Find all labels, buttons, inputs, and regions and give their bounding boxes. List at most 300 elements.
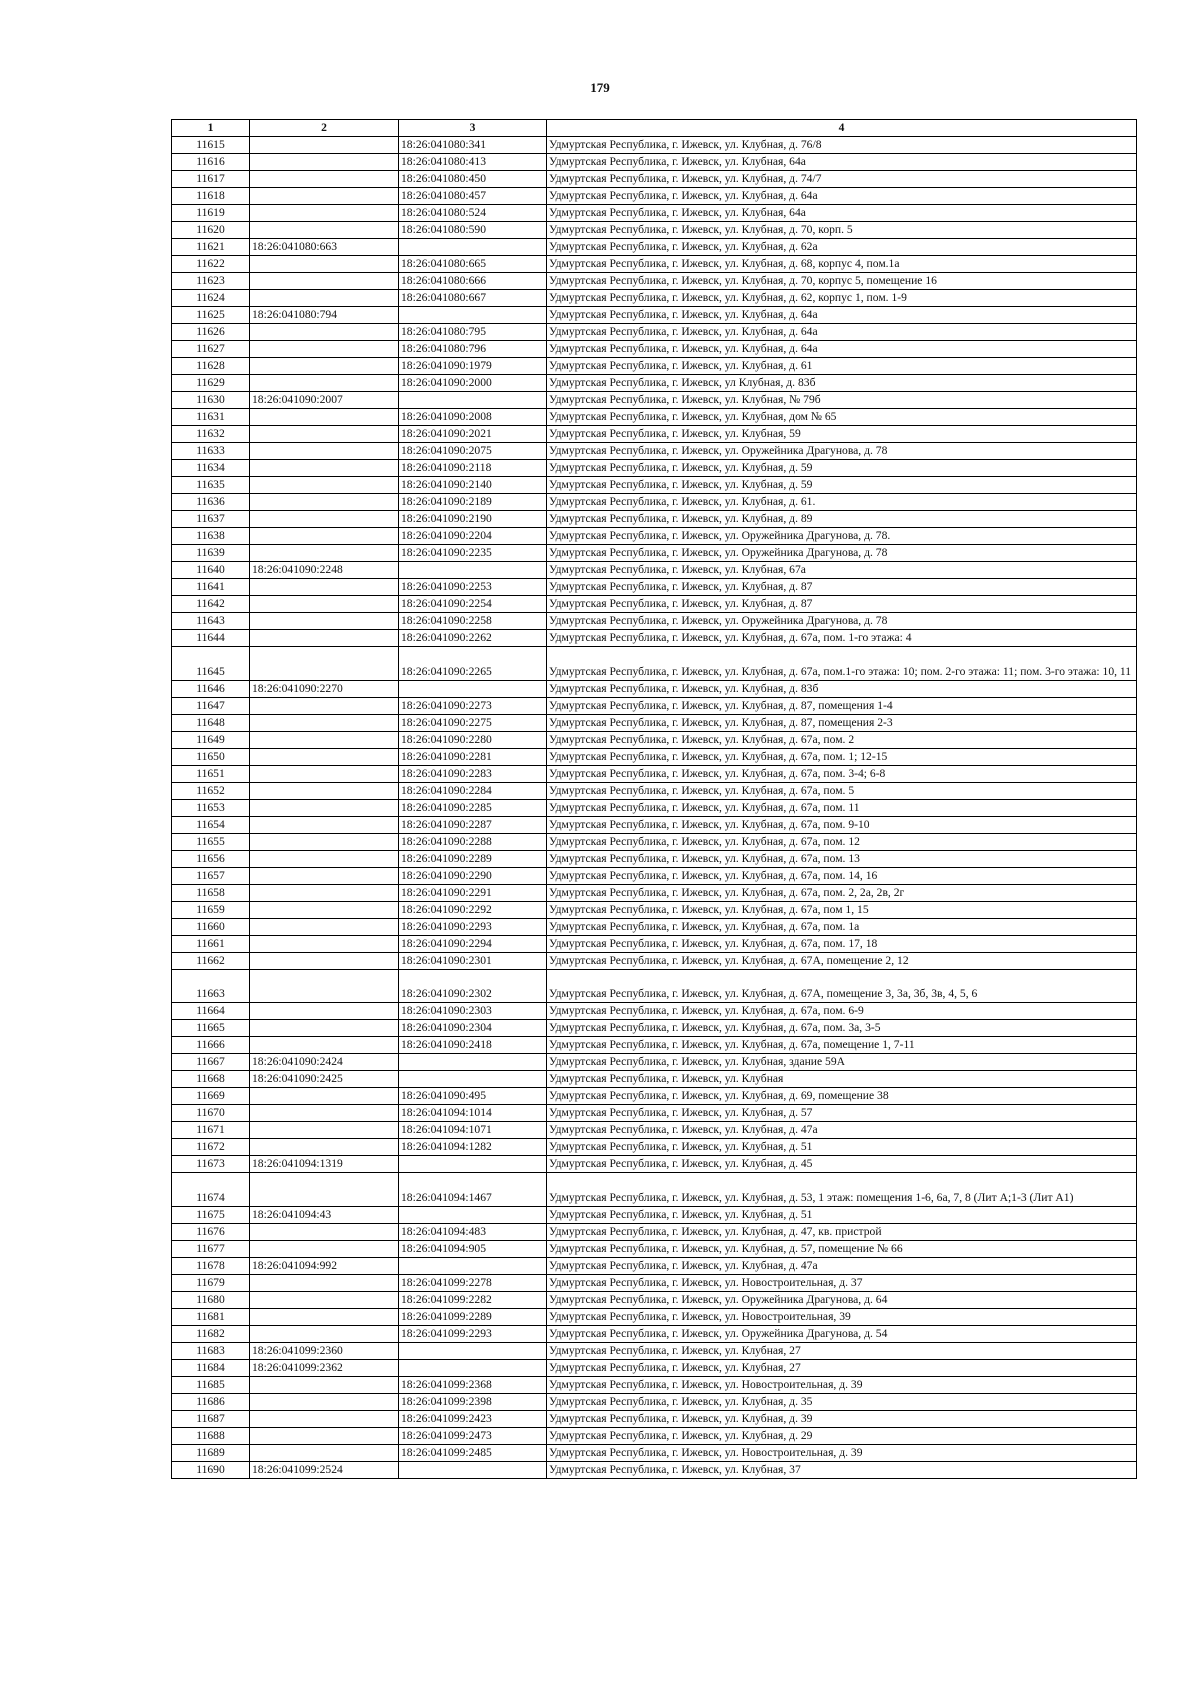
cadastral-number-premises: 18:26:041090:2275 [399,715,547,732]
table-row [172,732,1137,749]
cadastral-number-premises: 18:26:041099:2282 [399,1292,547,1309]
table-row [172,1088,1137,1105]
row-number: 11682 [172,1326,250,1343]
cadastral-number-building [250,936,399,953]
cadastral-number-premises: 18:26:041099:2293 [399,1326,547,1343]
cadastral-number-building [250,1394,399,1411]
address-cell: Удмуртская Республика, г. Ижевск, ул. Клубная, 64а [547,154,1137,171]
cadastral-number-building [250,1411,399,1428]
cadastral-number-building [250,1445,399,1462]
cadastral-number-premises [399,1360,547,1377]
cadastral-number-premises [399,1156,547,1173]
table-row [172,1020,1137,1037]
address-cell: Удмуртская Республика, г. Ижевск, ул. Клубная, д. 35 [547,1394,1137,1411]
table-row [172,834,1137,851]
address-cell: Удмуртская Республика, г. Ижевск, ул. Клубная, д. 67а, пом. 2, 2а, 2в, 2г [547,885,1137,902]
cadastral-number-premises: 18:26:041090:2285 [399,800,547,817]
address-cell: Удмуртская Республика, г. Ижевск, ул. Клубная, д. 51 [547,1139,1137,1156]
cadastral-number-building [250,715,399,732]
address-cell: Удмуртская Республика, г. Ижевск, ул. Клубная, д. 39 [547,1411,1137,1428]
cadastral-number-building [250,1003,399,1020]
cadastral-number-building [250,545,399,562]
cadastral-number-building [250,1326,399,1343]
address-cell: Удмуртская Республика, г. Ижевск, ул. Клубная, д. 67а, пом. 6-9 [547,1003,1137,1020]
cadastral-number-building [250,426,399,443]
table-row [172,1071,1137,1088]
table-row [172,494,1137,511]
cadastral-number-building: 18:26:041099:2362 [250,1360,399,1377]
address-cell: Удмуртская Республика, г. Ижевск, ул. Клубная, д. 67а, пом. 1-го этажа: 4 [547,630,1137,647]
row-number: 11677 [172,1241,250,1258]
address-cell: Удмуртская Республика, г. Ижевск, ул. Оружейника Драгунова, д. 78 [547,443,1137,460]
row-number: 11661 [172,936,250,953]
row-number: 11670 [172,1105,250,1122]
cadastral-number-premises: 18:26:041090:2190 [399,511,547,528]
row-number: 11631 [172,409,250,426]
address-cell: Удмуртская Республика, г. Ижевск, ул. Клубная, д. 67а, пом.1-го этажа: 10; пом. 2-го этажа: 11; пом. 3-го этажа: 10, 11 [547,647,1137,681]
address-cell: Удмуртская Республика, г. Ижевск, ул. Клубная, д. 47, кв. пристрой [547,1224,1137,1241]
row-number: 11617 [172,171,250,188]
cadastral-number-building [250,919,399,936]
row-number: 11653 [172,800,250,817]
cadastral-number-building [250,1224,399,1241]
cadastral-number-premises: 18:26:041090:2291 [399,885,547,902]
cadastral-number-building: 18:26:041094:43 [250,1207,399,1224]
address-cell: Удмуртская Республика, г. Ижевск, ул Клубная, д. 83б [547,375,1137,392]
cadastral-number-premises: 18:26:041090:2204 [399,528,547,545]
row-number: 11639 [172,545,250,562]
table-row [172,1037,1137,1054]
address-cell: Удмуртская Республика, г. Ижевск, ул. Клубная, д. 64а [547,341,1137,358]
address-cell: Удмуртская Республика, г. Ижевск, ул. Новостроительная, 39 [547,1309,1137,1326]
row-number: 11655 [172,834,250,851]
table-row [172,188,1137,205]
address-cell: Удмуртская Республика, г. Ижевск, ул. Оружейника Драгунова, д. 64 [547,1292,1137,1309]
table-row [172,1241,1137,1258]
address-cell: Удмуртская Республика, г. Ижевск, ул. Клубная, д. 67а, пом. 1; 12-15 [547,749,1137,766]
cadastral-number-building [250,341,399,358]
cadastral-number-premises: 18:26:041090:2262 [399,630,547,647]
cadastral-number-premises: 18:26:041090:2189 [399,494,547,511]
cadastral-number-building [250,970,399,1003]
address-cell: Удмуртская Республика, г. Ижевск, ул. Клубная, д. 29 [547,1428,1137,1445]
table-row [172,647,1137,681]
row-number: 11618 [172,188,250,205]
cadastral-number-premises: 18:26:041090:2288 [399,834,547,851]
cadastral-number-building: 18:26:041099:2360 [250,1343,399,1360]
table-row [172,239,1137,256]
table-row [172,1258,1137,1275]
table-row [172,426,1137,443]
cadastral-number-premises [399,1207,547,1224]
cadastral-number-premises: 18:26:041099:2398 [399,1394,547,1411]
cadastral-number-building: 18:26:041090:2424 [250,1054,399,1071]
cadastral-number-building [250,290,399,307]
cadastral-number-premises [399,1071,547,1088]
row-number: 11625 [172,307,250,324]
address-cell: Удмуртская Республика, г. Ижевск, ул. Клубная, д. 68, корпус 4, пом.1а [547,256,1137,273]
table-row [172,596,1137,613]
address-cell: Удмуртская Республика, г. Ижевск, ул. Клубная, д. 61 [547,358,1137,375]
cadastral-number-building [250,256,399,273]
cadastral-number-premises: 18:26:041094:905 [399,1241,547,1258]
row-number: 11663 [172,970,250,1003]
address-cell: Удмуртская Республика, г. Ижевск, ул. Клубная, д. 67а, пом. 5 [547,783,1137,800]
address-cell: Удмуртская Республика, г. Ижевск, ул. Новостроительная, д. 39 [547,1377,1137,1394]
row-number: 11667 [172,1054,250,1071]
address-cell: Удмуртская Республика, г. Ижевск, ул. Клубная, д. 67а, пом 1, 15 [547,902,1137,919]
table-row [172,1445,1137,1462]
cadastral-number-building [250,1428,399,1445]
row-number: 11673 [172,1156,250,1173]
cadastral-number-premises: 18:26:041094:483 [399,1224,547,1241]
table-body [172,137,1137,1479]
cadastral-number-premises: 18:26:041080:524 [399,205,547,222]
cadastral-number-premises: 18:26:041090:2280 [399,732,547,749]
row-number: 11657 [172,868,250,885]
row-number: 11636 [172,494,250,511]
table-row [172,545,1137,562]
row-number: 11671 [172,1122,250,1139]
address-cell: Удмуртская Республика, г. Ижевск, ул. Клубная, д. 67а, пом. 13 [547,851,1137,868]
table-row [172,324,1137,341]
table-row [172,1054,1137,1071]
table-row [172,715,1137,732]
cadastral-number-building: 18:26:041090:2248 [250,562,399,579]
cadastral-number-premises: 18:26:041094:1014 [399,1105,547,1122]
row-number: 11623 [172,273,250,290]
cadastral-number-building [250,205,399,222]
cadastral-number-premises: 18:26:041080:450 [399,171,547,188]
address-cell: Удмуртская Республика, г. Ижевск, ул. Клубная, д. 59 [547,460,1137,477]
cadastral-number-premises: 18:26:041094:1071 [399,1122,547,1139]
address-cell: Удмуртская Республика, г. Ижевск, ул. Клубная, д. 70, корп. 5 [547,222,1137,239]
cadastral-number-premises: 18:26:041090:2008 [399,409,547,426]
row-number: 11676 [172,1224,250,1241]
table-row [172,919,1137,936]
cadastral-number-premises: 18:26:041090:2284 [399,783,547,800]
cadastral-number-building [250,613,399,630]
address-cell: Удмуртская Республика, г. Ижевск, ул. Клубная, д. 59 [547,477,1137,494]
cadastral-number-building: 18:26:041094:1319 [250,1156,399,1173]
cadastral-number-premises: 18:26:041090:2253 [399,579,547,596]
cadastral-number-building: 18:26:041090:2270 [250,681,399,698]
cadastral-number-premises: 18:26:041090:2290 [399,868,547,885]
cadastral-number-building [250,1377,399,1394]
address-cell: Удмуртская Республика, г. Ижевск, ул. Клубная, 37 [547,1462,1137,1479]
row-number: 11632 [172,426,250,443]
cadastral-number-building [250,1122,399,1139]
row-number: 11615 [172,137,250,154]
cadastral-number-building: 18:26:041090:2007 [250,392,399,409]
address-cell: Удмуртская Республика, г. Ижевск, ул. Клубная, д. 64а [547,307,1137,324]
address-cell: Удмуртская Республика, г. Ижевск, ул. Клубная, д. 64а [547,324,1137,341]
cadastral-number-premises: 18:26:041090:2075 [399,443,547,460]
table-row [172,460,1137,477]
cadastral-number-building [250,834,399,851]
address-cell: Удмуртская Республика, г. Ижевск, ул. Клубная, д. 67а, пом. 11 [547,800,1137,817]
address-cell: Удмуртская Республика, г. Ижевск, ул. Клубная, д. 74/7 [547,171,1137,188]
cadastral-number-building: 18:26:041094:992 [250,1258,399,1275]
cadastral-number-premises: 18:26:041094:1467 [399,1173,547,1207]
row-number: 11651 [172,766,250,783]
table-row [172,1411,1137,1428]
address-cell: Удмуртская Республика, г. Ижевск, ул. Клубная, д. 70, корпус 5, помещение 16 [547,273,1137,290]
table-row [172,1360,1137,1377]
table-row [172,749,1137,766]
cadastral-number-premises: 18:26:041080:457 [399,188,547,205]
address-cell: Удмуртская Республика, г. Ижевск, ул. Оружейника Драгунова, д. 78 [547,613,1137,630]
address-cell: Удмуртская Республика, г. Ижевск, ул. Клубная, № 79б [547,392,1137,409]
table-row [172,970,1137,1003]
cadastral-number-building [250,732,399,749]
table-row [172,477,1137,494]
cadastral-number-building [250,1037,399,1054]
header-col-4: 4 [547,120,1137,137]
cadastral-number-premises: 18:26:041090:2258 [399,613,547,630]
table-row [172,1003,1137,1020]
address-cell: Удмуртская Республика, г. Ижевск, ул. Клубная, д. 53, 1 этаж: помещения 1-6, 6а, 7, 8 (Лит А;1-3 (Лит А1) [547,1173,1137,1207]
address-cell: Удмуртская Республика, г. Ижевск, ул. Оружейника Драгунова, д. 54 [547,1326,1137,1343]
address-cell: Удмуртская Республика, г. Ижевск, ул. Клубная, д. 89 [547,511,1137,528]
address-cell: Удмуртская Республика, г. Ижевск, ул. Клубная, д. 62а [547,239,1137,256]
cadastral-number-building [250,1173,399,1207]
row-number: 11641 [172,579,250,596]
row-number: 11644 [172,630,250,647]
cadastral-number-premises: 18:26:041090:2021 [399,426,547,443]
table-row [172,1139,1137,1156]
cadastral-number-premises: 18:26:041080:665 [399,256,547,273]
row-number: 11638 [172,528,250,545]
cadastral-number-premises: 18:26:041090:495 [399,1088,547,1105]
cadastral-number-building [250,1292,399,1309]
cadastral-number-building [250,171,399,188]
table-row [172,1122,1137,1139]
table-row [172,307,1137,324]
cadastral-number-building [250,511,399,528]
cadastral-number-building [250,1241,399,1258]
cadastral-number-premises: 18:26:041099:2368 [399,1377,547,1394]
cadastral-number-building [250,528,399,545]
address-cell: Удмуртская Республика, г. Ижевск, ул. Клубная, д. 67а, пом. 12 [547,834,1137,851]
row-number: 11620 [172,222,250,239]
table-row [172,511,1137,528]
cadastral-number-premises: 18:26:041090:2294 [399,936,547,953]
address-cell: Удмуртская Республика, г. Ижевск, ул. Клубная, д. 69, помещение 38 [547,1088,1137,1105]
table-row [172,409,1137,426]
address-cell: Удмуртская Республика, г. Ижевск, ул. Клубная, 67а [547,562,1137,579]
cadastral-number-building [250,477,399,494]
address-cell: Удмуртская Республика, г. Ижевск, ул. Клубная, 27 [547,1343,1137,1360]
row-number: 11658 [172,885,250,902]
address-cell: Удмуртская Республика, г. Ижевск, ул. Клубная, д. 87 [547,579,1137,596]
cadastral-number-premises: 18:26:041080:667 [399,290,547,307]
cadastral-number-building: 18:26:041099:2524 [250,1462,399,1479]
table-row [172,256,1137,273]
row-number: 11674 [172,1173,250,1207]
cadastral-number-premises [399,1462,547,1479]
cadastral-number-premises: 18:26:041080:795 [399,324,547,341]
cadastral-number-premises: 18:26:041090:1979 [399,358,547,375]
cadastral-number-building [250,885,399,902]
address-cell: Удмуртская Республика, г. Ижевск, ул. Клубная, д. 67а, пом. 14, 16 [547,868,1137,885]
row-number: 11648 [172,715,250,732]
cadastral-number-building [250,375,399,392]
row-number: 11662 [172,953,250,970]
cadastral-number-premises [399,562,547,579]
table-row [172,1343,1137,1360]
address-cell: Удмуртская Республика, г. Ижевск, ул. Клубная, д. 61. [547,494,1137,511]
table-row [172,1326,1137,1343]
row-number: 11642 [172,596,250,613]
cadastral-number-building [250,630,399,647]
address-cell: Удмуртская Республика, г. Ижевск, ул. Клубная, д. 67А, помещение 3, 3а, 3б, 3в, 4, 5, 6 [547,970,1137,1003]
cadastral-number-building [250,460,399,477]
cadastral-number-premises: 18:26:041099:2289 [399,1309,547,1326]
cadastral-number-building [250,579,399,596]
cadastral-number-premises: 18:26:041090:2293 [399,919,547,936]
address-cell: Удмуртская Республика, г. Ижевск, ул. Клубная, д. 87 [547,596,1137,613]
row-number: 11672 [172,1139,250,1156]
table-row [172,885,1137,902]
cadastral-number-premises: 18:26:041090:2289 [399,851,547,868]
row-number: 11652 [172,783,250,800]
address-cell: Удмуртская Республика, г. Ижевск, ул. Новостроительная, д. 37 [547,1275,1137,1292]
table-row [172,1309,1137,1326]
cadastral-number-premises: 18:26:041080:590 [399,222,547,239]
cadastral-number-premises: 18:26:041090:2118 [399,460,547,477]
row-number: 11646 [172,681,250,698]
cadastral-number-premises [399,392,547,409]
row-number: 11621 [172,239,250,256]
row-number: 11649 [172,732,250,749]
row-number: 11688 [172,1428,250,1445]
table-row [172,1207,1137,1224]
table-row [172,290,1137,307]
cadastral-number-building [250,647,399,681]
cadastral-number-premises: 18:26:041090:2287 [399,817,547,834]
cadastral-number-building [250,324,399,341]
table-row [172,953,1137,970]
address-cell: Удмуртская Республика, г. Ижевск, ул. Клубная, дом № 65 [547,409,1137,426]
table-row [172,273,1137,290]
table-row [172,698,1137,715]
table-row [172,1394,1137,1411]
table-row [172,902,1137,919]
address-cell: Удмуртская Республика, г. Ижевск, ул. Клубная, д. 83б [547,681,1137,698]
table-row [172,613,1137,630]
row-number: 11666 [172,1037,250,1054]
cadastral-number-premises: 18:26:041099:2473 [399,1428,547,1445]
row-number: 11664 [172,1003,250,1020]
row-number: 11650 [172,749,250,766]
table-row [172,1156,1137,1173]
header-col-1: 1 [172,120,250,137]
row-number: 11629 [172,375,250,392]
table-row [172,817,1137,834]
row-number: 11633 [172,443,250,460]
cadastral-number-premises: 18:26:041080:413 [399,154,547,171]
table-row [172,1377,1137,1394]
table-row [172,936,1137,953]
table-row [172,1462,1137,1479]
row-number: 11687 [172,1411,250,1428]
cadastral-number-building [250,783,399,800]
row-number: 11675 [172,1207,250,1224]
address-cell: Удмуртская Республика, г. Ижевск, ул. Клубная, д. 87, помещения 2-3 [547,715,1137,732]
address-cell: Удмуртская Республика, г. Ижевск, ул. Клубная, д. 51 [547,1207,1137,1224]
row-number: 11683 [172,1343,250,1360]
table-row [172,392,1137,409]
row-number: 11679 [172,1275,250,1292]
table-row [172,800,1137,817]
row-number: 11660 [172,919,250,936]
cadastral-number-building [250,902,399,919]
address-cell: Удмуртская Республика, г. Ижевск, ул. Клубная, д. 67а, пом. 9-10 [547,817,1137,834]
table-row [172,358,1137,375]
registry-table [171,119,1137,1479]
address-cell: Удмуртская Республика, г. Ижевск, ул. Клубная, д. 62, корпус 1, пом. 1-9 [547,290,1137,307]
cadastral-number-premises [399,1054,547,1071]
table-row [172,851,1137,868]
table-row [172,443,1137,460]
address-cell: Удмуртская Республика, г. Ижевск, ул. Клубная, д. 57, помещение № 66 [547,1241,1137,1258]
table-row [172,137,1137,154]
cadastral-number-premises: 18:26:041080:341 [399,137,547,154]
row-number: 11690 [172,1462,250,1479]
row-number: 11669 [172,1088,250,1105]
table-row [172,528,1137,545]
address-cell: Удмуртская Республика, г. Ижевск, ул. Новостроительная, д. 39 [547,1445,1137,1462]
table-row [172,562,1137,579]
address-cell: Удмуртская Республика, г. Ижевск, ул. Клубная, д. 67а, пом. 2 [547,732,1137,749]
cadastral-number-premises: 18:26:041099:2485 [399,1445,547,1462]
row-number: 11685 [172,1377,250,1394]
row-number: 11635 [172,477,250,494]
cadastral-number-building [250,409,399,426]
row-number: 11626 [172,324,250,341]
address-cell: Удмуртская Республика, г. Ижевск, ул. Клубная, д. 57 [547,1105,1137,1122]
row-number: 11681 [172,1309,250,1326]
cadastral-number-premises: 18:26:041090:2283 [399,766,547,783]
cadastral-number-premises: 18:26:041099:2278 [399,1275,547,1292]
table-row [172,341,1137,358]
address-cell: Удмуртская Республика, г. Ижевск, ул. Клубная, д. 47а [547,1258,1137,1275]
address-cell: Удмуртская Республика, г. Ижевск, ул. Клубная, д. 67а, пом. 3-4; 6-8 [547,766,1137,783]
cadastral-number-premises: 18:26:041090:2302 [399,970,547,1003]
table-row [172,1292,1137,1309]
cadastral-number-premises: 18:26:041090:2418 [399,1037,547,1054]
page-number: 179 [590,80,610,95]
cadastral-number-premises: 18:26:041090:2273 [399,698,547,715]
row-number: 11659 [172,902,250,919]
address-cell: Удмуртская Республика, г. Ижевск, ул. Клубная, д. 47а [547,1122,1137,1139]
address-cell: Удмуртская Республика, г. Ижевск, ул. Клубная, д. 76/8 [547,137,1137,154]
cadastral-number-premises: 18:26:041090:2235 [399,545,547,562]
cadastral-number-building [250,1020,399,1037]
row-number: 11643 [172,613,250,630]
cadastral-number-premises: 18:26:041080:666 [399,273,547,290]
address-cell: Удмуртская Республика, г. Ижевск, ул. Клубная, д. 67а, помещение 1, 7-11 [547,1037,1137,1054]
cadastral-number-premises: 18:26:041090:2281 [399,749,547,766]
cadastral-number-premises: 18:26:041099:2423 [399,1411,547,1428]
cadastral-number-building [250,766,399,783]
cadastral-number-premises: 18:26:041090:2265 [399,647,547,681]
row-number: 11616 [172,154,250,171]
table-row [172,1428,1137,1445]
table-header-row [172,120,1137,137]
cadastral-number-building [250,154,399,171]
